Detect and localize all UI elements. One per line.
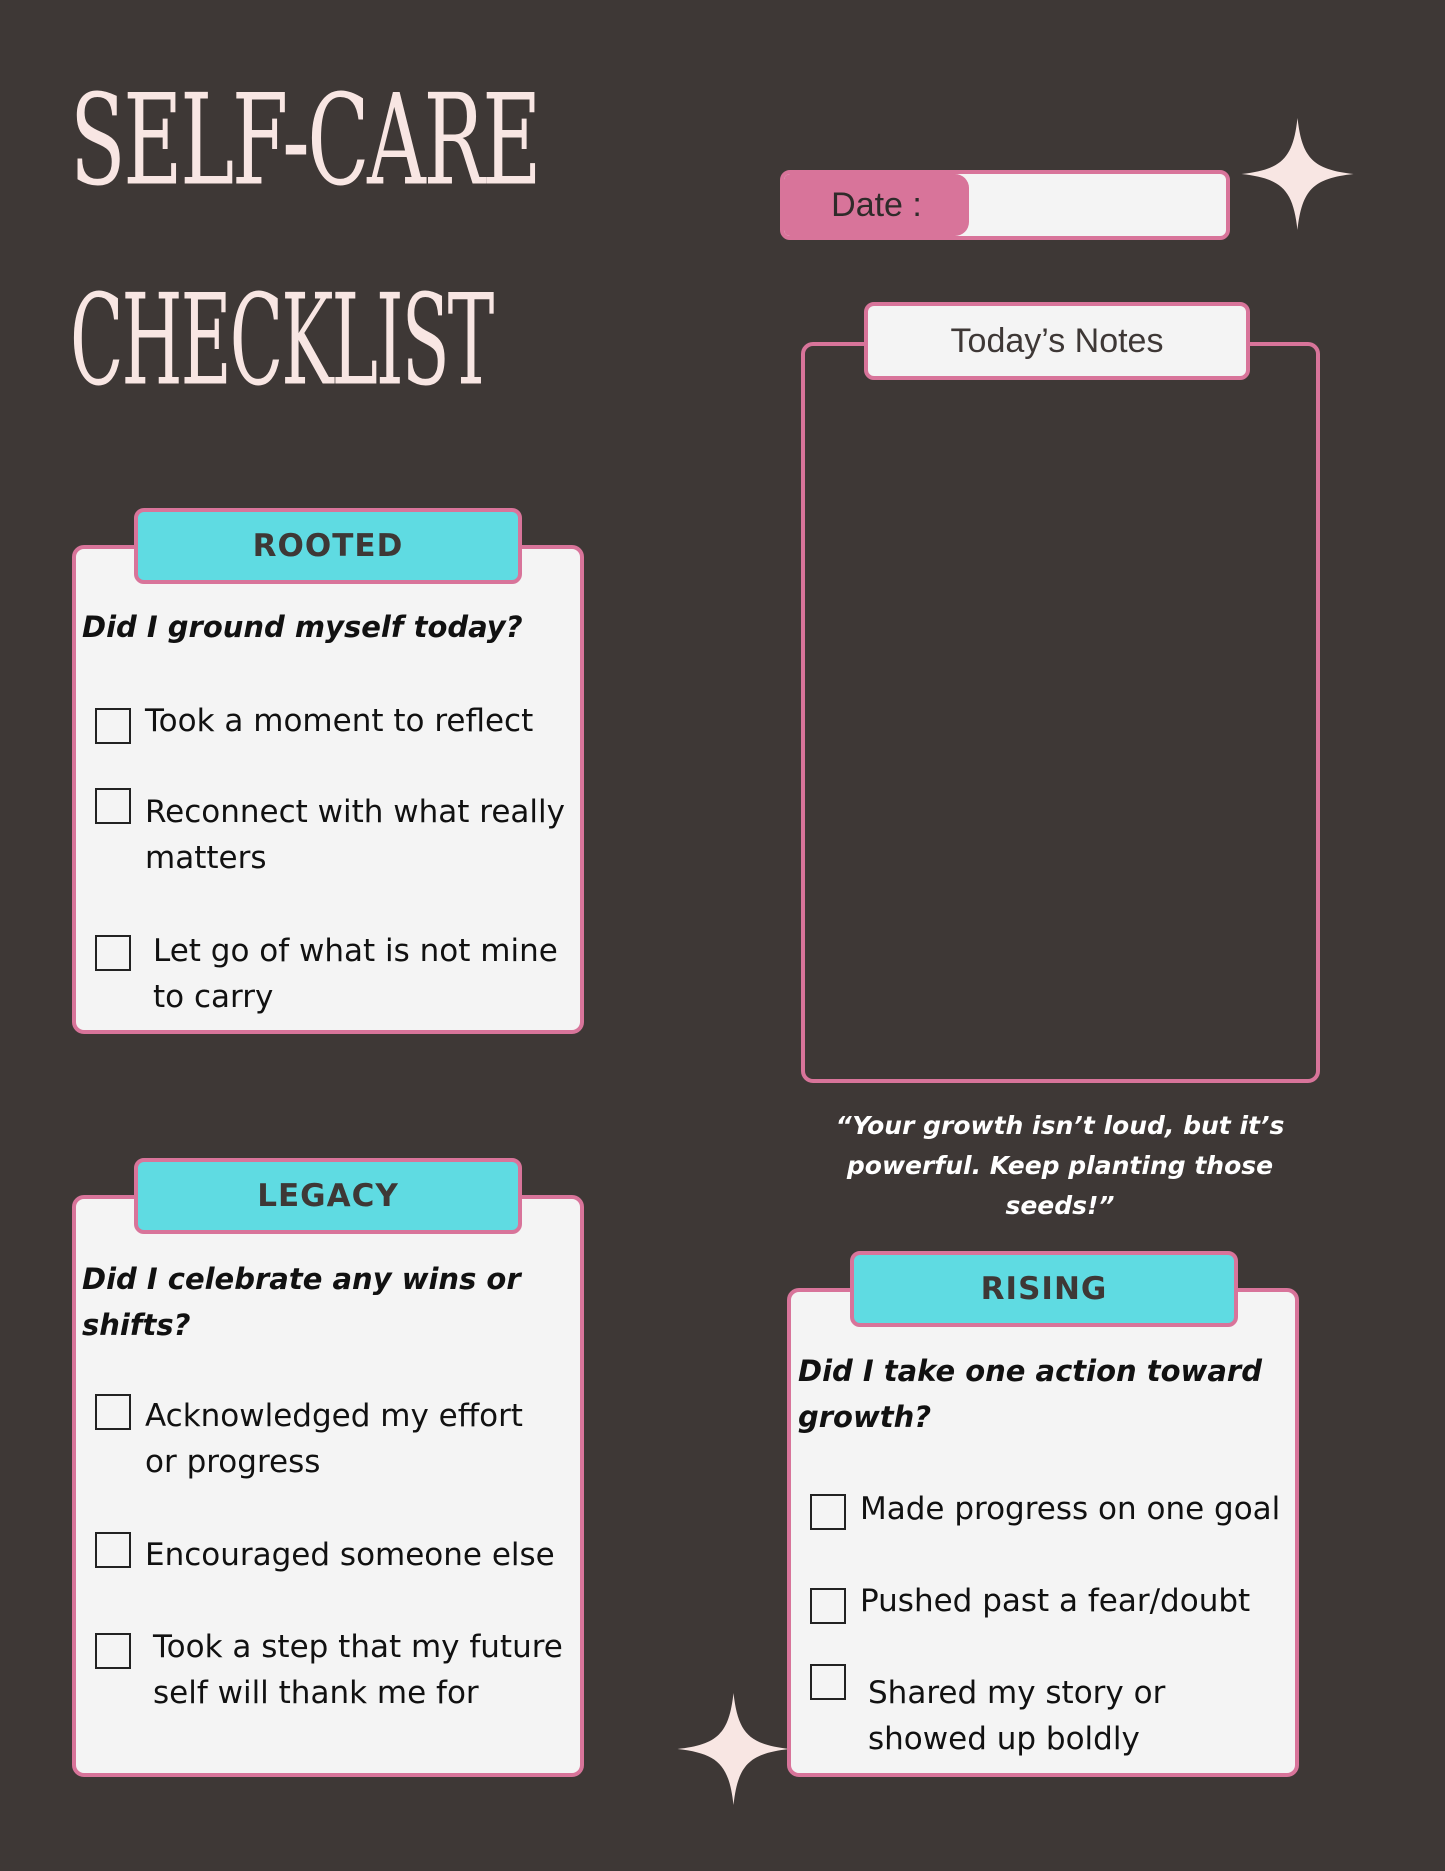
checklist-item-label: Acknowledged my effort or progress [145,1398,523,1480]
page-title-line-1: SELF-CARE [70,67,540,214]
checkbox-icon[interactable] [95,1532,131,1568]
date-label-box [784,174,969,236]
checkbox-icon[interactable] [95,788,131,824]
notes-title: Today’s Notes [950,321,1164,360]
card-title: RISING [980,1271,1108,1307]
card-title: LEGACY [257,1178,399,1214]
checklist-item-label: Took a step that my future self will thank me for [153,1629,563,1711]
checkbox-icon[interactable] [810,1664,846,1700]
checkbox-icon[interactable] [810,1588,846,1624]
card-tab-legacy [134,1158,522,1234]
checklist-item-label: Shared my story or showed up boldly [868,1675,1166,1757]
page-title-line-2: CHECKLIST [70,267,493,414]
checklist-item-label: Encouraged someone else [145,1537,555,1573]
checkbox-icon[interactable] [95,1394,131,1430]
date-field[interactable] [780,170,1230,240]
checklist-item-label: Took a moment to reflect [145,703,534,739]
card-tab-rising [850,1251,1238,1327]
checkbox-icon[interactable] [95,708,131,744]
date-label: Date : [831,185,922,224]
checkbox-icon[interactable] [810,1494,846,1530]
notes-header [864,302,1250,380]
card-title: ROOTED [252,528,404,564]
card-question: Did I take one action toward growth? [798,1354,1262,1434]
checklist-item-label: Pushed past a fear/doubt [860,1583,1251,1619]
card-question: Did I ground myself today? [82,610,523,644]
checklist-item-label: Made progress on one goal [860,1491,1281,1527]
checklist-item-label: Let go of what is not mine to carry [153,933,558,1015]
card-tab-rooted [134,508,522,584]
quote-text: “Your growth isn’t loud, but it’s powerful. Keep planting those seeds!” [835,1111,1285,1220]
sparkle-icon [676,1693,791,1805]
checkbox-icon[interactable] [95,1633,131,1669]
checkbox-icon[interactable] [95,935,131,971]
card-question: Did I celebrate any wins or shifts? [82,1262,521,1342]
sparkle-icon [1240,118,1355,230]
checklist-item-label: Reconnect with what really matters [145,794,565,876]
notes-area[interactable] [801,342,1320,1083]
